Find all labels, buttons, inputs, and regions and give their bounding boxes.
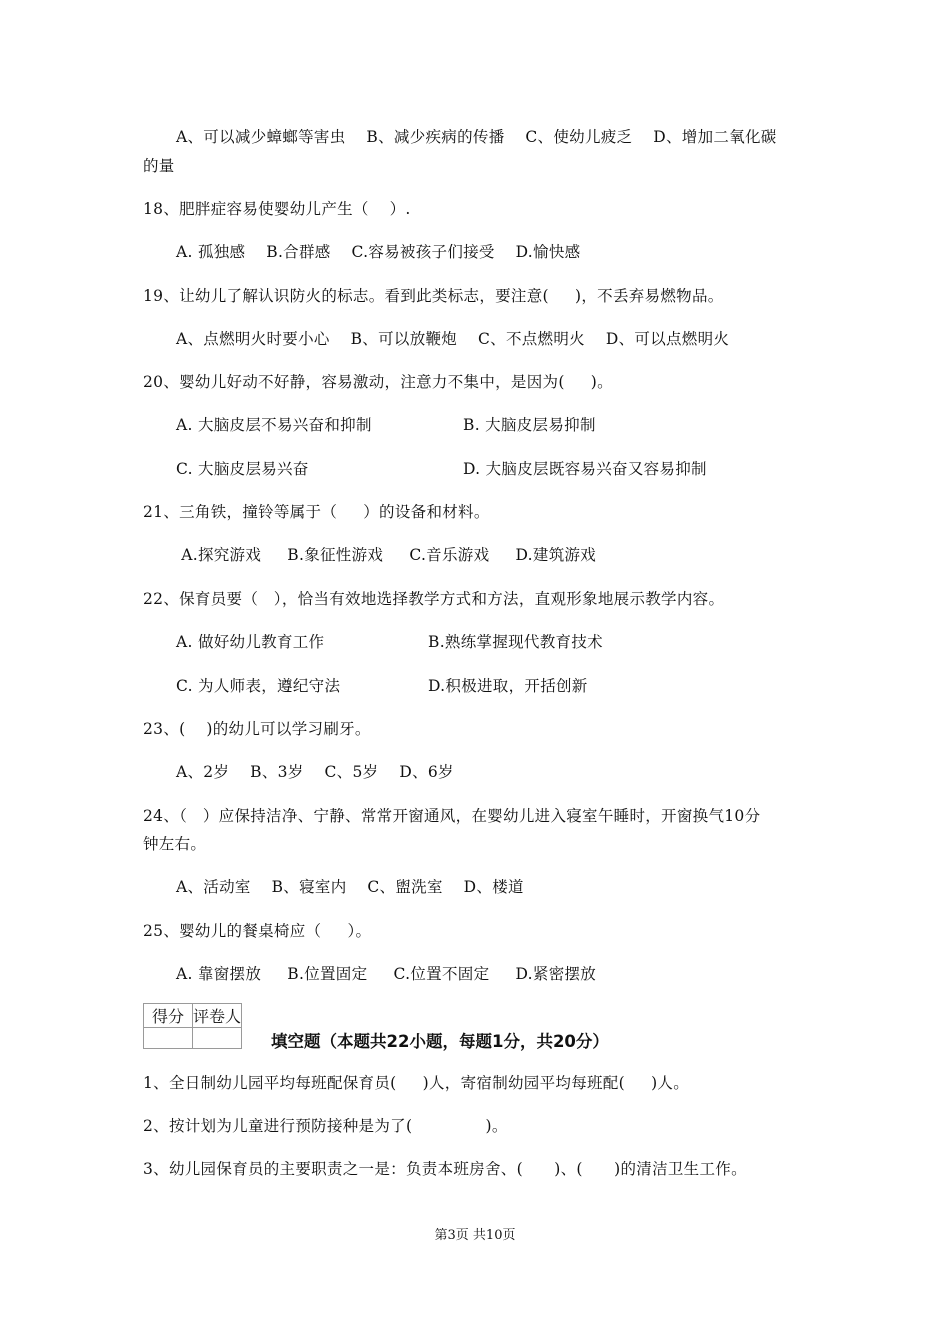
q17-continuation: 的量: [143, 157, 175, 175]
q19-options: A、点燃明火时要小心 B、可以放鞭炮 C、不点燃明火 D、可以点燃明火: [176, 330, 730, 348]
q24-options: A、活动室 B、寝室内 C、盥洗室 D、楼道: [176, 878, 524, 896]
question-19: 19、让幼儿了解认识防火的标志。看到此类标志，要注意( )，不丢弃易燃物品。: [143, 287, 724, 305]
q24-continuation: 钟左右。: [143, 835, 207, 853]
grader-cell[interactable]: [193, 1028, 242, 1049]
fill-question-1: 1、全日制幼儿园平均每班配保育员( )人，寄宿制幼园平均每班配( )人。: [143, 1074, 690, 1092]
fill-question-2: 2、按计划为儿童进行预防接种是为了( )。: [143, 1117, 508, 1135]
score-table: [143, 1003, 242, 1049]
q22-option-b: B.熟练掌握现代教育技术: [428, 633, 603, 651]
question-18: 18、肥胖症容易使婴幼儿产生（ ）.: [143, 200, 411, 218]
score-cell[interactable]: [144, 1028, 193, 1049]
grader-label: 评卷人: [193, 1004, 242, 1028]
q17-options: A、可以减少蟑螂等害虫 B、减少疾病的传播 C、使幼儿疲乏 D、增加二氧化碳: [176, 128, 777, 146]
q20-option-c: C. 大脑皮层易兴奋: [176, 460, 309, 478]
q25-options: A. 靠窗摆放 B.位置固定 C.位置不固定 D.紧密摆放: [176, 965, 597, 983]
question-20: 20、婴幼儿好动不好静，容易激动，注意力不集中，是因为( )。: [143, 373, 613, 391]
q21-options: A.探究游戏 B.象征性游戏 C.音乐游戏 D.建筑游戏: [176, 546, 597, 564]
q22-option-a: A. 做好幼儿教育工作: [176, 633, 325, 651]
question-24: 24、（ ）应保持洁净、宁静、常常开窗通风，在婴幼儿进入寝室午睡时，开窗换气10分: [143, 807, 761, 825]
question-22: 22、保育员要（ ），恰当有效地选择教学方式和方法，直观形象地展示教学内容。: [143, 590, 725, 608]
score-label: 得分: [144, 1004, 193, 1028]
q22-option-d: D.积极进取，开括创新: [428, 677, 588, 695]
section-title: 填空题（本题共22小题，每题1分，共20分）: [271, 1032, 609, 1051]
q23-options: A、2岁 B、3岁 C、5岁 D、6岁: [176, 763, 454, 781]
page-footer: 第3页 共10页: [434, 1228, 516, 1243]
q22-option-c: C. 为人师表，遵纪守法: [176, 677, 341, 695]
q20-option-d: D. 大脑皮层既容易兴奋又容易抑制: [463, 460, 707, 478]
q20-option-a: A. 大脑皮层不易兴奋和抑制: [176, 416, 372, 434]
q18-options: A. 孤独感 B.合群感 C.容易被孩子们接受 D.愉快感: [176, 243, 581, 261]
q20-option-b: B. 大脑皮层易抑制: [463, 416, 596, 434]
question-21: 21、三角铁，撞铃等属于（ ）的设备和材料。: [143, 503, 490, 521]
fill-question-3: 3、幼儿园保育员的主要职责之一是：负责本班房舍、( )、( )的清洁卫生工作。: [143, 1160, 747, 1178]
question-25: 25、婴幼儿的餐桌椅应（ ）。: [143, 922, 372, 940]
question-23: 23、( )的幼儿可以学习刷牙。: [143, 720, 371, 738]
